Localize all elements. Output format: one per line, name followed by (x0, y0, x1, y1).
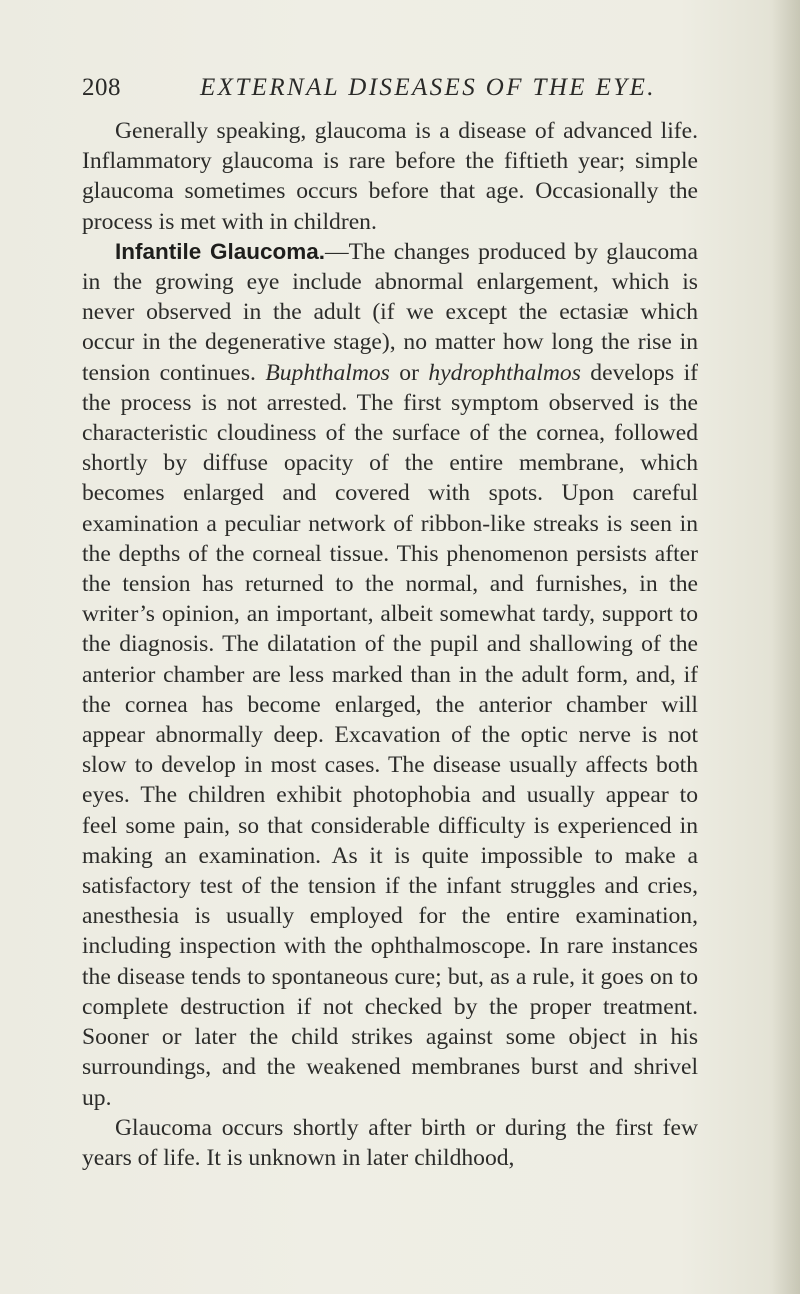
page-edge-shadow (772, 0, 800, 1294)
term-buphthalmos: Buphthalmos (265, 359, 390, 386)
section-run-in-heading: Infantile Glaucoma. (115, 238, 326, 264)
term-hydrophthalmos: hydrophthalmos (428, 359, 581, 386)
paragraph-intro: Generally speaking, glaucoma is a disease of advanced life. Inflammatory glaucoma is rare before the fiftieth year; simple glaucoma sometimes occurs before that age. Occasionally the process is met with in children. (82, 118, 698, 235)
page-number: 208 (82, 74, 121, 101)
paragraph-rest-text: develops if the process is not arrested. The first symptom observed is the characteristic cloudiness of the surface of the cornea, followed shortly by diffuse opacity of the entire membrane, which becomes enlarged and covered with spots. Upon careful examination a peculiar network of ribbon-like streaks is seen in the depths of the corneal tissue. This phenomenon persists after the tension has returned to the normal, and furnishes, in the writer’s opinion, an important, albeit somewhat tardy, support to the diagnosis. The dilatation of the pupil and shallowing of the anterior chamber are less marked than in the adult form, and, if the cornea has become enlarged, the anterior chamber will appear abnormally deep. Excavation of the optic nerve is not slow to develop in most cases. The disease usually affects both eyes. The children exhibit photophobia and usually appear to feel some pain, so that considerable difficulty is experienced in making an examination. As it is quite impossible to make a satisfactory test of the tension if the infant struggles and cries, anesthesia is usually employed for the entire examination, including inspection with the ophthalmoscope. In rare instances the disease tends to spontaneous cure; but, as a rule, it goes on to complete destruction if not checked by the proper treatment. Sooner or later the child strikes against some object in his surroundings, and the weakened membranes burst and shrivel up. (82, 359, 699, 1111)
running-title: EXTERNAL DISEASES OF THE EYE. (200, 74, 656, 101)
running-head (82, 74, 694, 104)
body-text (82, 116, 698, 1173)
paragraph-infantile-glaucoma (82, 237, 698, 1113)
paragraph-onset: Glaucoma occurs shortly after birth or during the first few years of life. It is unknown in later childhood, (82, 1114, 698, 1171)
paragraph-lead-text: —The changes produced by glaucoma in the growing eye include abnormal enlargement, which is never observed in the adult (if we except the ectasiæ which occur in the degenerative stage), no matter how long the rise in tension continues. (82, 238, 698, 386)
conjunction-text: or (389, 359, 429, 386)
